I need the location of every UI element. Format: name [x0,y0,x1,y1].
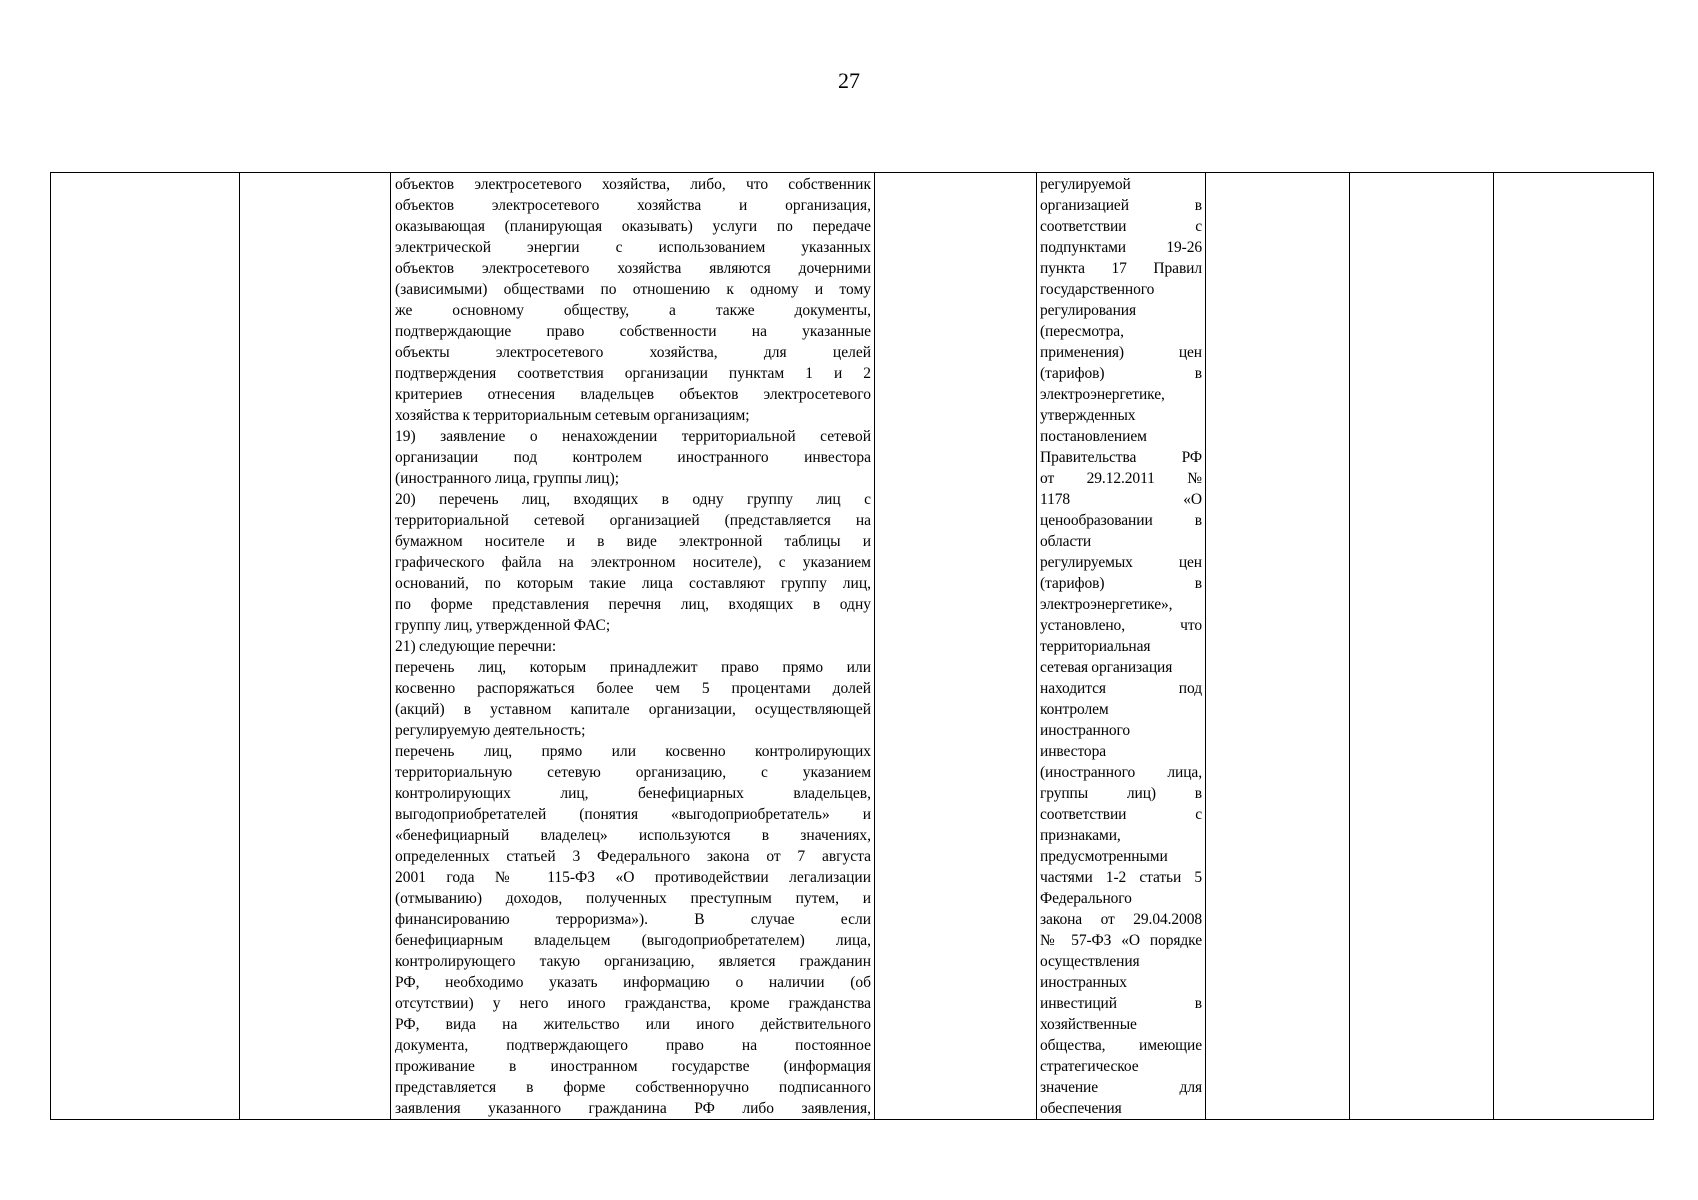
text-line: регулируемых цен [1040,554,1202,571]
text-line: группу лиц, утвержденной ФАС; [395,617,611,634]
text-line: косвенно распоряжаться более чем 5 процентами долей [395,680,871,697]
documents-list-text [391,173,874,1119]
text-line: закона от 29.04.2008 [1040,911,1202,928]
text-line: представляется в форме собственноручно подписанного [395,1079,871,1096]
text-line: сетевая организация [1040,659,1173,676]
text-line: регулирования [1040,302,1136,319]
text-line: предусмотренными [1040,848,1168,865]
table-cell-grounds [1037,173,1206,1120]
text-line: утвержденных [1040,407,1136,424]
text-line: регулируемую деятельность; [395,722,586,739]
text-line: «бенефициарный владелец» используются в значениях, [395,827,871,844]
text-line: регулируемой [1040,176,1131,193]
text-line: объектов электросетевого хозяйства и организация, [395,197,871,214]
text-line: территориальная [1040,638,1151,655]
text-line: оказывающая (планирующая оказывать) услуги по передаче [395,218,871,235]
table-cell-empty-2 [240,173,391,1120]
text-line: контролирующего такую организацию, является гражданин [395,953,871,970]
text-line: по форме представления перечня лиц, входящих в одну [395,596,871,613]
text-line: перечень лиц, прямо или косвенно контролирующих [395,743,871,760]
text-line: (акций) в уставном капитале организации, осуществляющей [395,701,871,718]
text-line: электрической энергии с использованием указанных [395,239,871,256]
text-line: оснований, по которым такие лица составляют группу лиц, [395,575,871,592]
text-line: общества, имеющие [1040,1037,1202,1054]
table-cell-empty-4 [1206,173,1350,1120]
text-line: электроэнергетике», [1040,596,1173,613]
text-line: инвестиций в [1040,995,1202,1012]
text-line: (иностранного лица, группы лиц); [395,470,620,487]
text-line: заявления указанного гражданина РФ либо заявления, [395,1100,871,1117]
text-line: финансированию терроризма»). В случае если [395,911,871,928]
text-line: бенефициарным владельцем (выгодоприобретателем) лица, [395,932,871,949]
text-line: документа, подтверждающего право на постоянное [395,1037,871,1054]
text-line: Федерального [1040,890,1132,907]
text-line: соответствии с [1040,218,1202,235]
text-line: хозяйства к территориальным сетевым организациям; [395,407,750,424]
text-line: подтверждающие право собственности на указанные [395,323,871,340]
text-line: организацией в [1040,197,1202,214]
text-line: (тарифов) в [1040,365,1202,382]
text-line: от 29.12.2011 № [1040,470,1202,487]
text-line: (отмыванию) доходов, полученных преступным путем, и [395,890,871,907]
text-line: объектов электросетевого хозяйства являются дочерними [395,260,871,277]
text-line: контролем [1040,701,1109,718]
text-line: определенных статьей 3 Федерального закона от 7 августа [395,848,871,865]
text-line: иностранных [1040,974,1127,991]
text-line: же основному обществу, а также документы, [395,302,871,319]
text-line: хозяйственные [1040,1016,1137,1033]
text-line: осуществления [1040,953,1140,970]
grounds-text [1037,173,1205,1119]
text-line: (зависимыми) обществами по отношению к одному и тому [395,281,871,298]
text-line: находится под [1040,680,1202,697]
text-line: № 57-ФЗ «О порядке [1040,932,1202,949]
text-line: РФ, вида на жительство или иного действительного [395,1016,871,1033]
table-cell-empty-3 [875,173,1037,1120]
text-line: частями 1-2 статьи 5 [1040,869,1202,886]
text-line: электроэнергетике, [1040,386,1165,403]
text-line: проживание в иностранном государстве (информация [395,1058,871,1075]
table-cell-empty-1 [51,173,240,1120]
text-line: объектов электросетевого хозяйства, либо, что собственник [395,176,871,193]
table-row [51,173,1654,1120]
text-line: области [1040,533,1092,550]
text-line: организации под контролем иностранного инвестора [395,449,871,466]
text-line: контролирующих лиц, бенефициарных владельцев, [395,785,871,802]
text-line: постановлением [1040,428,1147,445]
text-line: ценообразовании в [1040,512,1202,529]
text-line: перечень лиц, которым принадлежит право прямо или [395,659,871,676]
text-line: (тарифов) в [1040,575,1202,592]
text-line: объекты электросетевого хозяйства, для целей [395,344,871,361]
text-line: обеспечения [1040,1100,1122,1117]
text-line: подтверждения соответствия организации пунктам 1 и 2 [395,365,871,382]
text-line: пункта 17 Правил [1040,260,1202,277]
table-cell-empty-6 [1494,173,1654,1120]
text-line: бумажном носителе и в виде электронной таблицы и [395,533,871,550]
text-line: критериев отнесения владельцев объектов электросетевого [395,386,871,403]
page-number: 27 [838,68,860,93]
text-line: территориальную сетевую организацию, с указанием [395,764,871,781]
text-line: группы лиц) в [1040,785,1202,802]
text-line: подпунктами 19-26 [1040,239,1202,256]
text-line: 20) перечень лиц, входящих в одну группу лиц с [395,491,871,508]
text-line: признаками, [1040,827,1121,844]
text-line: (иностранного лица, [1040,764,1202,781]
text-line: иностранного [1040,722,1131,739]
document-table [50,172,1654,1120]
text-line: государственного [1040,281,1155,298]
text-line: 21) следующие перечни: [395,638,557,655]
text-line: выгодоприобретателей (понятия «выгодоприобретатель» и [395,806,871,823]
text-line: инвестора [1040,743,1107,760]
text-line: 2001 года № 115-ФЗ «О противодействии легализации [395,869,871,886]
text-line: РФ, необходимо указать информацию о наличии (об [395,974,871,991]
table-cell-documents-list [391,173,875,1120]
text-line: соответствии с [1040,806,1202,823]
text-line: 19) заявление о ненахождении территориальной сетевой [395,428,871,445]
text-line: применения) цен [1040,344,1202,361]
text-line: (пересмотра, [1040,323,1124,340]
text-line: отсутствии) у него иного гражданства, кроме гражданства [395,995,871,1012]
text-line: стратегическое [1040,1058,1139,1075]
text-line: территориальной сетевой организацией (представляется на [395,512,871,529]
text-line: Правительства РФ [1040,449,1202,466]
text-line: графического файла на электронном носителе), с указанием [395,554,871,571]
table-cell-empty-5 [1350,173,1494,1120]
text-line: значение для [1040,1079,1202,1096]
text-line: 1178 «О [1040,491,1202,508]
text-line: установлено, что [1040,617,1202,634]
